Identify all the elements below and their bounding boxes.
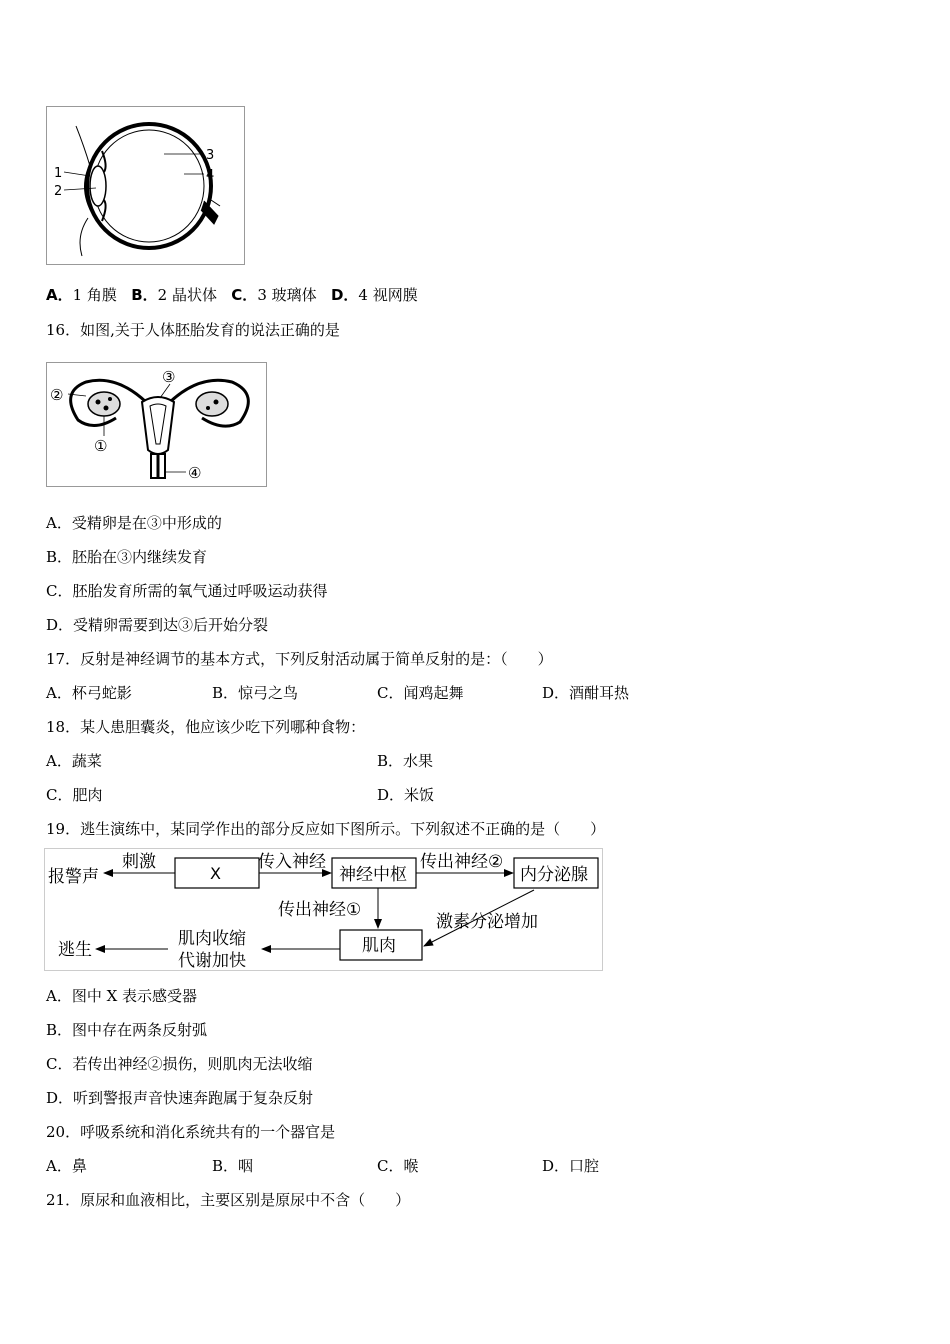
q17-option-d[interactable]: D．酒酣耳热 [542,684,630,702]
q15-option-c[interactable]: 3 玻璃体 [257,286,317,304]
q15-option-a[interactable]: 1 角膜 [72,286,117,304]
diagram-muscle: 肌肉 [362,936,396,956]
q16-option-b[interactable]: B．胚胎在③内继续发育 [46,548,208,566]
uterus-label-2: ② [50,386,64,404]
q20-option-d[interactable]: D．口腔 [542,1157,600,1175]
q15-option-d-letter: D． [330,286,359,304]
q15-option-b[interactable]: 2 晶状体 [157,286,217,304]
q18-option-c[interactable]: C．肥肉 [46,786,103,804]
q15-option-b-letter: B． [131,286,158,304]
q19-option-d[interactable]: D．听到警报声音快速奔跑属于复杂反射 [46,1089,314,1107]
q15-option-c-letter: C． [231,286,258,304]
uterus-label-3: ③ [162,368,176,386]
q19-option-b[interactable]: B．图中存在两条反射弧 [46,1021,208,1039]
eye-diagram [46,106,246,266]
q20-option-b[interactable]: B．咽 [212,1157,254,1175]
q20-option-a[interactable]: A．鼻 [46,1157,87,1175]
diagram-alarm: 报警声 [48,867,99,887]
q17-option-c[interactable]: C．闻鸡起舞 [377,684,464,702]
q18-stem: 18．某人患胆囊炎，他应该少吃下列哪种食物： [46,718,366,736]
q19-stem: 19．逃生演练中，某同学作出的部分反应如下图所示。下列叙述不正确的是（ ） [46,820,606,838]
diagram-hormone: 激素分泌增加 [436,912,538,932]
diagram-contract2: 代谢加快 [178,951,246,971]
q20-option-c[interactable]: C．喉 [377,1157,419,1175]
q15-option-d[interactable]: 4 视网膜 [358,286,418,304]
q20-stem: 20．呼吸系统和消化系统共有的一个器官是 [46,1123,336,1141]
q17-option-b[interactable]: B．惊弓之鸟 [212,684,299,702]
diagram-center: 神经中枢 [339,865,407,885]
q18-option-d[interactable]: D．米饭 [377,786,435,804]
diagram-contract1: 肌肉收缩 [178,929,246,949]
q17-stem: 17．反射是神经调节的基本方式，下列反射活动属于简单反射的是：（ ） [46,650,553,668]
q18-option-b[interactable]: B．水果 [377,752,434,770]
diagram-efferent2: 传出神经② [420,852,504,872]
q16-option-c[interactable]: C．胚胎发育所需的氧气通过呼吸运动获得 [46,582,328,600]
uterus-diagram [46,362,268,488]
diagram-stimulus: 刺激 [122,852,156,872]
q15-option-a-letter: A． [46,286,73,304]
q19-option-a[interactable]: A．图中 X 表示感受器 [46,987,198,1005]
q16-stem: 16．如图,关于人体胚胎发育的说法正确的是 [46,321,340,339]
q18-option-a[interactable]: A．蔬菜 [46,752,102,770]
uterus-label-1: ① [94,437,108,455]
diagram-gland: 内分泌腺 [520,865,588,885]
q21-stem: 21．原尿和血液相比，主要区别是原尿中不含（ ） [46,1191,411,1209]
reflex-flow-diagram [44,848,604,972]
q17-option-a[interactable]: A．杯弓蛇影 [46,684,132,702]
diagram-x: X [210,864,221,883]
diagram-escape: 逃生 [58,940,92,960]
q16-option-a[interactable]: A．受精卵是在③中形成的 [46,514,222,532]
q16-option-d[interactable]: D．受精卵需要到达③后开始分裂 [46,616,269,634]
uterus-label-4: ④ [188,464,202,482]
q15-options [46,285,418,305]
q19-option-c[interactable]: C．若传出神经②损伤，则肌肉无法收缩 [46,1055,313,1073]
diagram-efferent1: 传出神经① [278,900,362,920]
diagram-afferent: 传入神经 [258,852,326,872]
eye-label-4: 4 [206,168,215,183]
eye-label-3: 3 [206,148,215,163]
eye-label-1: 1 [54,166,63,181]
eye-label-2: 2 [54,184,63,199]
